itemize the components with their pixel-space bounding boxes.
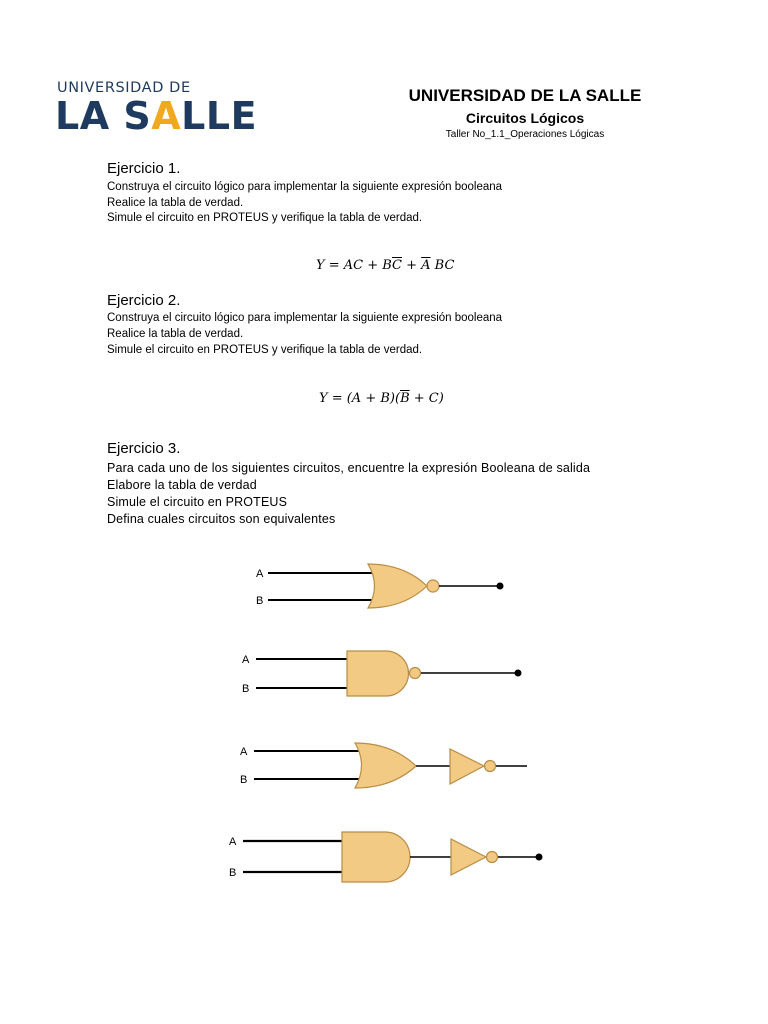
eq1-rhs: BC bbox=[430, 258, 455, 273]
circuit-2-nand bbox=[242, 651, 522, 696]
exercise-2-line-3: Simule el circuito en PROTEUS y verifique la tabla de verdad. bbox=[107, 344, 423, 356]
exercise-3-line-2: Elabore la tabla de verdad bbox=[107, 478, 257, 492]
circuit-1-input-b-label: B bbox=[256, 595, 264, 607]
eq1-lhs: Y = AC + B bbox=[316, 258, 393, 273]
exercise-1-title: Ejercicio 1. bbox=[107, 160, 181, 177]
document-subtitle: Circuitos Lógicos bbox=[465, 110, 585, 126]
logo-university-label: UNIVERSIDAD DE bbox=[57, 80, 191, 96]
circuit-3-or-not bbox=[240, 743, 527, 788]
circuit-4-output-node bbox=[536, 854, 543, 861]
exercise-2-title: Ejercicio 2. bbox=[107, 292, 181, 309]
eq2-lhs: Y = (A + B)( bbox=[319, 391, 401, 406]
exercise-2-line-2: Realice la tabla de verdad. bbox=[107, 328, 244, 340]
circuit-1-input-a-label: A bbox=[256, 568, 264, 580]
exercise-2-line-1: Construya el circuito lógico para implementar la siguiente expresión booleana bbox=[107, 312, 503, 324]
circuit-4-inverter-bubble bbox=[487, 852, 498, 863]
exercise-1-line-1: Construya el circuito lógico para implementar la siguiente expresión booleana bbox=[107, 181, 503, 193]
eq1-mid: + bbox=[401, 258, 422, 273]
circuit-3-not-gate-body bbox=[450, 749, 484, 784]
circuit-4-not-gate-body bbox=[451, 839, 486, 875]
logo-part-2: LLE bbox=[181, 94, 258, 138]
exercise-1-line-3: Simule el circuito en PROTEUS y verifique la tabla de verdad. bbox=[107, 212, 423, 224]
eq2-rhs: + C) bbox=[409, 391, 444, 406]
eq2-b-bar: $\overline{B}$ bbox=[400, 391, 410, 406]
circuit-1-inverter-bubble bbox=[427, 580, 439, 592]
exercise-1-line-2: Realice la tabla de verdad. bbox=[107, 197, 244, 209]
circuit-1-output-node bbox=[497, 583, 504, 590]
circuit-3-input-a-label: A bbox=[240, 746, 248, 758]
exercise-3-line-3: Simule el circuito en PROTEUS bbox=[107, 495, 288, 509]
circuit-2-output-node bbox=[515, 670, 522, 677]
circuit-1-nor bbox=[256, 564, 504, 608]
circuit-2-input-b-label: B bbox=[242, 683, 250, 695]
document-title: UNIVERSIDAD DE LA SALLE bbox=[408, 86, 642, 105]
circuit-3-input-b-label: B bbox=[240, 774, 248, 786]
circuit-2-inverter-bubble bbox=[410, 668, 421, 679]
circuit-3-inverter-bubble bbox=[485, 761, 496, 772]
exercise-3-line-4: Defina cuales circuitos son equivalentes bbox=[107, 512, 336, 526]
eq1-c-bar: $\overline{C}$ bbox=[392, 258, 402, 273]
eq1-a-bar: $\overline{A}$ bbox=[421, 258, 431, 273]
logo-part-1: LA S bbox=[55, 94, 152, 138]
exercise-3-line-1: Para cada uno de los siguientes circuitos, encuentre la expresión Booleana de salida bbox=[107, 461, 591, 475]
circuit-4-input-b-label: B bbox=[229, 867, 237, 879]
circuit-1-or-gate-body bbox=[368, 564, 427, 608]
circuit-4-and-gate-body bbox=[342, 832, 410, 882]
circuit-2-input-a-label: A bbox=[242, 654, 250, 666]
circuit-3-or-gate-body bbox=[355, 743, 416, 788]
exercise-3-title: Ejercicio 3. bbox=[107, 440, 181, 457]
logo-accent-letter: A bbox=[151, 94, 182, 138]
workshop-label: Taller No_1.1_Operaciones Lógicas bbox=[445, 129, 605, 140]
circuit-2-and-gate-body bbox=[347, 651, 409, 696]
circuit-4-and-not bbox=[229, 832, 543, 882]
circuit-4-input-a-label: A bbox=[229, 836, 237, 848]
